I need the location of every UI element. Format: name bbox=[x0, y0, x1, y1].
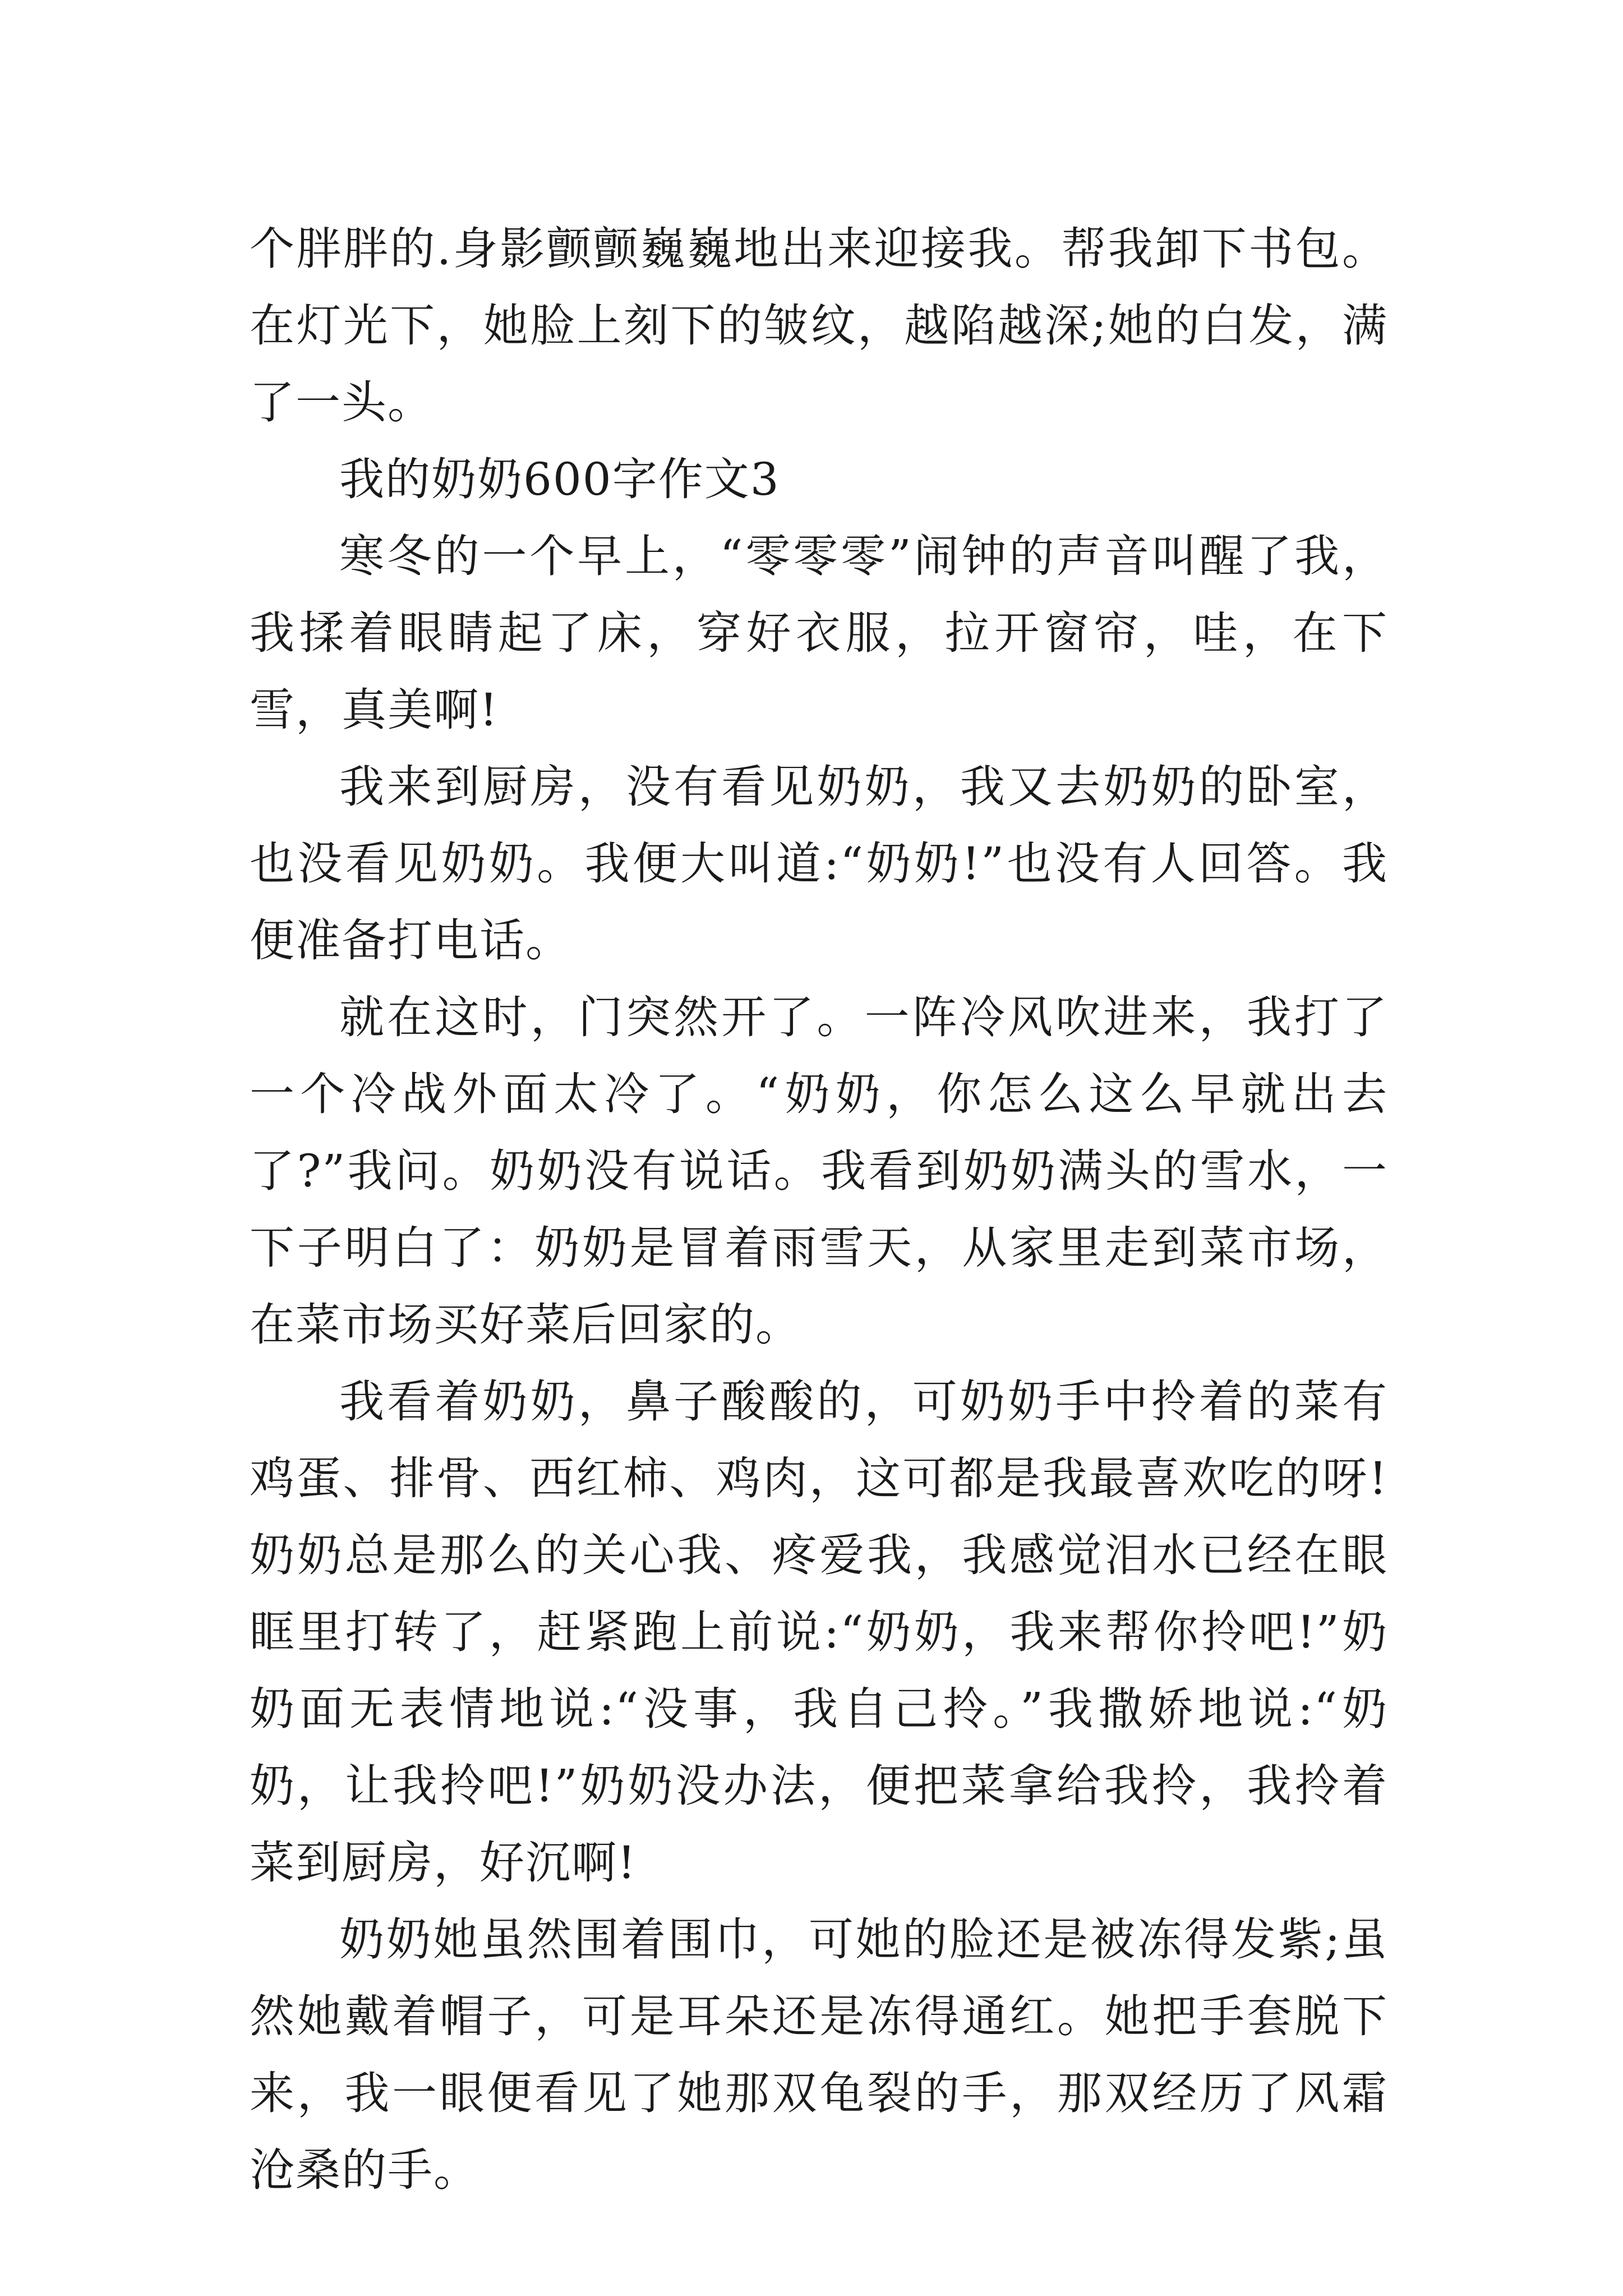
paragraph: 就在这时，门突然开了。一阵冷风吹进来，我打了一个冷战外面太冷了。“奶奶，你怎么这么早就出去了?”我问。奶奶没有说话。我看到奶奶满头的雪水，一下子明白了：奶奶是冒着雨雪天，从家里走到菜市场，在菜市场买好菜后回家的。 bbox=[250, 991, 1388, 1351]
paragraph: 寒冬的一个早上，“零零零”闹钟的声音叫醒了我，我揉着眼睛起了床，穿好衣服，拉开窗帘，哇，在下雪，真美啊! bbox=[250, 530, 1388, 736]
paragraph: 我看着奶奶，鼻子酸酸的，可奶奶手中拎着的菜有鸡蛋、排骨、西红柿、鸡肉，这可都是我最喜欢吃的呀!奶奶总是那么的关心我、疼爱我，我感觉泪水已经在眼眶里打转了，赶紧跑上前说:“奶奶，我来帮你拎吧!”奶奶面无表情地说:“没事，我自己拎。”我撒娇地说:“奶奶，让我拎吧!”奶奶没办法，便把菜拿给我拎，我拎着菜到厨房，好沉啊! bbox=[250, 1375, 1388, 1889]
paragraph: 我来到厨房，没有看见奶奶，我又去奶奶的卧室，也没看见奶奶。我便大叫道:“奶奶!”也没有人回答。我便准备打电话。 bbox=[250, 761, 1388, 967]
paragraph: 奶奶她虽然围着围巾，可她的脸还是被冻得发紫;虽然她戴着帽子，可是耳朵还是冻得通红。她把手套脱下来，我一眼便看见了她那双龟裂的手，那双经历了风霜沧桑的手。 bbox=[250, 1913, 1388, 2196]
paragraph-continuation: 个胖胖的.身影颤颤巍巍地出来迎接我。帮我卸下书包。在灯光下，她脸上刻下的皱纹，越陷越深;她的白发，满了一头。 bbox=[250, 223, 1388, 429]
document-page bbox=[250, 210, 1388, 2208]
section-heading: 我的奶奶600字作文3 bbox=[339, 453, 780, 505]
